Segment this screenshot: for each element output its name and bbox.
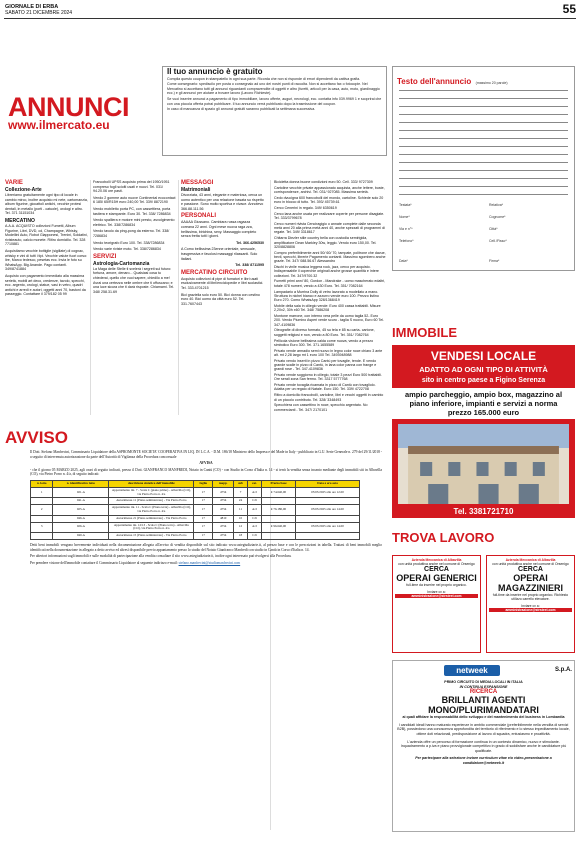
column-divider	[178, 180, 179, 415]
job-role: OPERAI MAGAZZINIERI	[498, 572, 563, 593]
ad-line: ai quali affidare la responsabilità dello sviluppo e del mantenimento del business in Lombardia	[402, 715, 565, 720]
section-heading: PERSONALI	[181, 213, 217, 220]
company-name: Azienda Meccanica di Albavilla	[411, 558, 462, 562]
table-cell	[262, 533, 296, 540]
notice-text: Compila questo coupon in stampatello in ogni sua parte. Ricorda che non si risponde di errori dipendenti da cattiva grafia.	[167, 76, 361, 81]
column-misc	[93, 180, 176, 296]
table-cell: 12	[234, 522, 248, 533]
table-row	[31, 505, 360, 516]
table-cell	[295, 533, 359, 540]
field-label: Cell./Fisso*	[489, 239, 507, 243]
table-cell: A/2	[247, 487, 261, 498]
column-varie	[5, 180, 88, 299]
table-cell: 4754	[213, 487, 234, 498]
section-heading: MESSAGGI	[181, 180, 214, 186]
immobile-title: IMMOBILE	[392, 325, 457, 340]
table-cell: 4754	[213, 505, 234, 516]
avviso-title: AVVISO	[5, 428, 68, 447]
table-header: sub	[234, 480, 248, 487]
table-cell: 17	[194, 515, 213, 522]
table-cell: Appartamento int. 11 - Scala C (Piano terra) - Albavilla (CO), via Pietro Porro n. 4/a	[109, 505, 194, 516]
avviso-word: AVVISA	[199, 461, 213, 466]
classified-ad: Cerco lana anche usata per realizzare coperte per persone disagiate. Tel. 333/3799678	[274, 211, 385, 221]
ad-line: L'azienda offre un percorso di formazione continua in un contesto dinamico, nuovo e stimolante. Inquadramento a p.iva e piano provvigionale competitivo in grado di soddisfare anche le candidature più qualificate.	[400, 739, 567, 753]
section-heading: MERCATINO CIRCUITO	[181, 269, 248, 276]
classified-ad: Vendo teorigrafo Euro 100. Tel. 338/7286834	[93, 240, 165, 245]
job-desc: con unità produttiva anche nel comune di Orsenigo	[492, 562, 569, 567]
job-cerca: CERCA	[424, 566, 449, 574]
ad-features: ampio parcheggio, ampio box, magazzino al piano inferiore, impianti e servizi a norma	[404, 390, 563, 408]
classified-ad: Mobile della sala in ciliegio vende: Euro 400 cassa trattabili. Misure 2,20x2, 30h x60 Tel. 348/ 7586208	[274, 303, 381, 313]
table-cell: 17	[194, 505, 213, 516]
ad-subheadline: ADATTO AD OGNI TIPO DI ATTIVITÀ	[419, 365, 548, 374]
page-number: 55	[562, 2, 576, 16]
form-hint: (massimo 20 parole)	[475, 81, 508, 85]
job-ad-magazzinieri	[486, 555, 575, 653]
section-heading: SERVIZI	[93, 253, 117, 260]
ad-line: PRIMO CIRCUITO DI MEDIA LOCALI IN ITALIA	[444, 680, 523, 684]
classified-ad: A.A.A. ACQUISTO collezioni Fumetti, Album Figurine, Libri, DVD, cd, Champagne, Whisky, Modellini Auto, Robot Giapponesi, Trenini, Soldatini, rivisteauto, calcio monete. Ritiro domicilio. Tel. 328 7710881	[5, 223, 88, 247]
ad-headline: BRILLANTI AGENTI MONO/PLURIMANDATARI	[428, 695, 539, 716]
table-cell: 046-A	[53, 515, 109, 522]
ad-headline: VENDESI LOCALE	[430, 349, 537, 363]
table-cell: 17	[194, 498, 213, 505]
form-title: Testo dell'annuncio	[397, 77, 472, 86]
issue-date: SABATO 21 DICEMBRE 2024	[5, 10, 73, 16]
table-row	[31, 487, 360, 498]
table-cell: 17	[194, 522, 213, 533]
table-cell: € 76.180,00	[262, 505, 296, 516]
table-cell	[295, 498, 359, 505]
table-cell: Autorimessa 15 (Piano seminterrato) - Via Pietro Porro	[109, 533, 194, 540]
table-cell	[295, 515, 359, 522]
table-row	[31, 522, 360, 533]
job-ad-operai-generici	[392, 555, 481, 653]
table-cell: 05/03/2025 alle ore 14.00	[295, 522, 359, 533]
job-email[interactable]: amministrazione@strsteel.com	[395, 594, 478, 598]
avviso-paragraph: Per prendere visione dell'immobile contattare il Commissario Liquidatore al seguente indirizzo e-mail:	[30, 560, 178, 565]
table-cell: C/6	[247, 533, 261, 540]
table-cell: Appartamento int. 7 - Scala C (piano primo) - Albavilla (CO), via Pietro Porro n. 4/a	[109, 487, 194, 498]
subheading: Collezione-Arte	[5, 187, 42, 193]
field-label: Firma*	[489, 259, 500, 263]
table-row	[31, 515, 360, 522]
header-rule	[4, 18, 576, 19]
table-cell: € 96.640,00	[262, 522, 296, 533]
table-cell: C/6	[247, 515, 261, 522]
table-header: foglio	[194, 480, 213, 487]
table-cell: 11	[234, 505, 248, 516]
classified-ad: Pellicola visione bellissima calda come nuova, vendo a prezzo simbolico Euro 300. Tel. 371.1655589	[274, 338, 374, 347]
job-apply: Inviare cv a:	[427, 589, 446, 594]
table-cell	[262, 515, 296, 522]
masthead	[5, 4, 72, 16]
table-cell: 2	[31, 505, 53, 516]
table-cell: 17	[194, 533, 213, 540]
field-label: Cognome*	[489, 215, 506, 219]
table-header: Prezzo base	[262, 480, 296, 487]
classified-ad: Vendo spalliera e motore mini presto, avvolgimento elettrico. Tel. 338/7286834	[93, 218, 175, 227]
property-ad	[392, 345, 575, 518]
classified-ad: Francobolli UPSS acquisto prima del 1950/1951 compreso fogli sciolti usati e nuovi. Tel. 031/ 94.20.06 ore pasti.	[93, 180, 170, 194]
classified-ad: Compro preferibilmente anni 50/ 60/ 70, tampate, politrone che davue, bevil, specchi, librerie Pagamento contanti. Massimo sgombero anche grazie. Tel. 347/ 088.56.67 Alessandro	[274, 250, 386, 264]
ad-phone: Tel. 366.4256530	[236, 240, 264, 245]
table-cell: Autorimessa 11 (Piano seminterrato) - Via Pietro Porro	[109, 498, 194, 505]
classified-ad: Cerco Cenerini in regalo. 349/ 6350619	[274, 205, 337, 210]
ad-line: RICERCA	[469, 689, 498, 696]
table-cell: 17	[194, 487, 213, 498]
free-ad-notice	[162, 66, 387, 156]
classified-ad: A Como bellissima 23enne orientale, sensuale, trasgressiva e favolosi massaggi rilassanti. Solo italiani.	[181, 247, 258, 261]
classified-ad: Acquisto collezioni di pipe di fumatori e libri usati esclusivamente di libri/enciclopedie e libri scolastici. Tel. 333.4701215	[181, 276, 264, 290]
classified-ad: Cerco numeri rivista Cenciragigio o annate complete dalle seconda metà anni 20 alla prima metà anni 40, anche spezzati di programmi di regate. Tel. 349/ 3318617	[274, 221, 385, 235]
table-cell: 3	[31, 522, 53, 533]
table-cell	[31, 515, 53, 522]
avviso-paragraph: Detti beni immobili vengono brevemente individuati nella documentazione allegata all'avviso di vendita disponibile sul sito indicato www.astegiudiziarie.it, al prezzo base e con le prescrizioni in tabella. Trattasi di beni immobili meglio identificati nella documentazione in allegato a detto avviso ed altresì disponibile previo appuntamento presso lo studio del Notaio Gianfranco Manfredi con studio in Cantù in Corso d'Italia n. 14.	[30, 542, 382, 552]
netweek-logo: netweek	[444, 665, 500, 676]
avviso-notice	[30, 450, 382, 830]
classified-ad: Acquisto con pagamento immediato alla massima serietà, mobili art deco, credenze, tavolo, specchi, ecc. argento, orologi, statue, vasi in vetro, quadri antichi e arredi e autori, oggetti anni 70, bastoni da passeggio. Contattare il 379/182 05 99	[5, 273, 86, 297]
classified-ad: Privato vende armadio semi nuovo in legno color noce chiaro 3 ante alt. mt 2,28 largo mt 1 euro 100 Tel. 3493948988	[274, 348, 383, 357]
table-cell: 18	[234, 533, 248, 540]
auction-table	[30, 480, 360, 540]
classified-ad: Privato vende tovaglia ricamata in pizzo di Cantù con tovagliolo. Adatta per un regalo di Natale. Euro 150. Tel. 339/ 4722708	[274, 383, 376, 392]
avviso-intro: Il Dott. Stefano Manfrecini, Commissario Liquidatore della ASPROMONTE SOCIETA' COOPERATIVA IN LIQ. IN L.C.A. - D.M. 186/18 Ministero dello Impresa e del Made in Italy - pubblicato in G.U. Serie Generale n. 279 del 29/11/2018 - a seguito di intervenuta autorizzazione da parte dell'Autorità di Vigilanza della Procedura concorsuale	[30, 450, 382, 459]
job-desc: full-time da inserire nel proprio organico. Richiesto utilizzo carrello elevatore.	[492, 592, 569, 601]
table-cell: 10	[234, 515, 248, 522]
classified-ad: Libreriamo gratuitamente ogni tipo di locale in cambio mirco, inoltre acquisto mi nete, cartomanzia, album figurine, giocattoli antichi, vecchie protesi dentali, in metallo (porti - catuole), orologi e altro. Tel. 371 31151034	[5, 193, 88, 216]
field-label: Via e n°*	[399, 227, 413, 231]
table-cell: A/2	[247, 522, 261, 533]
column-messaggi	[181, 180, 264, 308]
table-header: cat.	[247, 480, 261, 487]
contact-email[interactable]: stefano.manfrecini@studiomanfrecini.com	[178, 560, 241, 565]
section-title: ANNUNCI	[8, 92, 129, 122]
table-cell: A/2	[247, 505, 261, 516]
table-cell: 05/03/2025 alle ore 12.00	[295, 487, 359, 498]
job-desc: full-time da inserire nel proprio organico.	[406, 582, 467, 587]
table-header: n. identificativo lotto	[53, 480, 109, 487]
auction-rows	[31, 487, 360, 539]
company-name: Azienda Meccanica di Albavilla	[505, 558, 556, 562]
classified-ad: Specchiera con cassettino in noce, specchio argentato. No commercianti - Tel. 347/ 2170101	[274, 403, 368, 412]
classified-ad: Fumetti primi anni '80, Gordon - Mandrake - uomo mascherato edaltri, totale 478 numeri, vendo a 430 Euro. Tel. 351/ 7082164	[274, 279, 386, 288]
table-header: n. lotto	[31, 480, 53, 487]
job-desc: con unità produttiva anche nel comune di Orsenigo	[398, 562, 475, 567]
notice-text: Se vuoi inserire annunci a pagamento di tipo immobiliare, lavoro offerte, auguri, necrologi, ecc. contatta info 039.9969 1 e scoprirai che con una piccola offerta potrai pubblicare. Il tuo annuncio verrà pubblicato dopo la trasmissione del coupon.	[167, 96, 382, 106]
table-cell: 4810	[213, 515, 234, 522]
paper-title: GIORNALE DI ERBA	[5, 4, 59, 10]
classified-ad: Vendo mobiletto porta PC, con cassettiera, porta tastiera e stampante. Euro 30. Tel. 338/ 7286834	[93, 206, 171, 216]
table-header: Data e ora asta	[295, 480, 359, 487]
table-cell: 05/03/2025 alle ore 14.00	[295, 505, 359, 516]
subheading: MERCATINO	[5, 217, 35, 224]
table-cell: 021-A	[53, 487, 109, 498]
ad-cta: Per partecipare alla selezione inviare curriculum vitae e/o video-presentazione a candidature@netweek.it	[415, 756, 552, 765]
table-row	[31, 533, 360, 540]
subheading: Matrimoniali	[181, 187, 211, 193]
section-heading: VARIE	[5, 180, 23, 186]
field-label: Telefono*	[399, 239, 414, 243]
classified-ad: Vendo varie riviste moto. Tel. 338/7286834	[93, 247, 161, 252]
classified-ad: La Maga delle Stelle ti svelerà i segreti sul futuro: fortuna, amore, denaro... Qualsiasi cosa tu chiederai, quello che vuoi sapere, chiedilo a me! Avrai una certezza nelle ombre che ti offuscano; e una luce sicura che ti darà risposte. Chiamami. Tel. 348/ 258.31.69	[93, 266, 175, 294]
avviso-paragraph: - che il giorno 05 MARZO 2025, agli orari di seguito indicati, presso il Dott. GIANFRANCO MANFREDI, Notaio in Cantù (CO) - con Studio in Corso d'Italia n. 14 - si terrà la vendita senza incanto mediante degli immobili siti in Albavilla (CO), via Pietro Porro n. 4/a, di seguito indicati:	[30, 467, 382, 477]
classified-ad: Cartoline vecchie private appassionato acquista, anche lettere, buste, corrispondenze, archivi. Tel. 031/ 927085. Massima serietà.	[274, 185, 385, 195]
table-cell: 4754	[213, 498, 234, 505]
classified-ad: Privato vendo inserti in pizzo Cantù per tovaglie, tende. E vendo grande scalle in pizzo di Cantù, in lana color panna con frange e grandi rose - Tel. 347-4109836	[274, 358, 377, 372]
building-photo	[398, 424, 569, 504]
classified-ad: Privato vende soggiorno in ciliegio, totale 3 pezzi Euro 500 trattabili. Ore serali zona San fermo. Tel. 3317 5777768	[274, 373, 382, 382]
field-label: Nome*	[399, 215, 410, 219]
field-label: Relativa*	[489, 203, 504, 207]
table-cell: 041-A	[53, 498, 109, 505]
notice-title: Il tuo annuncio è gratuito	[167, 67, 263, 76]
notice-text: Come consegnarlo: spediscilo per posta o consegnalo ad uno dei nostri punti di raccolta. Non si accettano fax o fotocopie. Nel Mercatino si accettano tutti gli annunci riguardanti compravendite di oggetti e altro (furetti, articoli per la casa, auto, moto, giardinaggio ecc.) e gli annunci per aiutare a trovare lavoro (Lavoro Richieste).	[167, 82, 380, 96]
classified-ad: Montone marrone, con interno vera pelle da uomo taglia 52- Euro 200. Vendo Piumino Asperi verde scuro - taglia S nuovo, Euro 60 Tel. 347-4109836	[274, 314, 385, 327]
job-apply: Inviare cv a:	[521, 604, 540, 609]
ad-location: sito in centro paese a Figino Serenza	[421, 377, 546, 384]
ad-price: prezzo 165.000 euro	[447, 408, 520, 417]
classified-ad: Divorziata, 43 anni, elegante e materiosa, cerca un uomo autentico per una relazione basata su rispetto e passione. Sono molto sportiva e vivace. Annotevo 366.88.111.56	[181, 193, 264, 211]
classified-ad: Acquistiamo vecchie bottiglie (sigillate) di cognac, whisky e vini di tutti i tipi. Vecchie valute fuori corso: lire, Marco tedesco, pesetas ecc. Invia le foto su WhatsApp. Big Anande. Pago contanti. 349/8741884	[5, 248, 88, 272]
job-role: OPERAI GENERICI	[396, 572, 477, 583]
table-cell: Autorimessa 21 (Piano seminterrato) - Via Pietro Porro	[109, 515, 194, 522]
classified-ad: Chitarra Diezler stile country bella con custodia semirigida, amplificatore Dean Markley 30w, leggio. Vendo euro 150,00. Tel. 320/8828806	[274, 236, 377, 249]
table-cell: Appartamento int. 12/13 - Scala C (Piano terra) - Albavilla (CO), via Pietro Porro n. 4/a	[109, 522, 194, 533]
table-cell: 1	[31, 487, 53, 498]
subheading: Astrologia-Cartomanzia	[93, 260, 150, 267]
field-label: Data*	[399, 259, 408, 263]
classified-ad: Dischi in vinile musica leggera rock, jazz, cerco per acquisto. Indispensabile il coperchie originali anche grosse quantità e intere collezioni. Tel. 347/9700.32	[274, 265, 379, 278]
column-divider	[90, 180, 91, 415]
table-cell: 24	[234, 498, 248, 505]
field-label: Testata*	[399, 203, 412, 207]
table-header: descrizione sintetica dell'immobile	[109, 480, 194, 487]
table-cell	[262, 498, 296, 505]
ad-phone: Tel. 3381721710	[453, 507, 514, 516]
text-lines[interactable]	[399, 83, 568, 195]
avviso-paragraph: Per ulteriori informazioni sugli immobili e sulle modalità di partecipazione alla vendita consultare il sito www.astegiudiziarie.it, inoltre ogni interessato può rivolgersi alla Procedura.	[30, 554, 292, 559]
classified-ad: Bicicletta donna buone condizioni euro 50. Cell. 333/ 9727309	[274, 180, 373, 184]
classified-ad: Bici graziella solo euro 50. Bici donna con cestino euro 40. Bici uomo da città euro 52. Tel. 331.7607443	[181, 292, 260, 306]
lavoro-title: TROVA LAVORO	[392, 530, 495, 545]
ad-details	[392, 388, 575, 419]
field-label: Città*	[489, 227, 498, 231]
classified-ad: Ritiro a domicilio francobolli, cartoline, libri e vecchi oggetti in cambio di un piccolo contributo. Tel. 328/ 3348493	[274, 393, 384, 402]
notice-text: In caso di mancanza di spazio gli annunci gratuiti saranno pubblicati la settimana successiva.	[167, 107, 316, 112]
table-cell: C/6	[247, 498, 261, 505]
ad-coupon-form[interactable]	[392, 66, 575, 271]
table-cell: 4754	[213, 522, 234, 533]
table-cell: 7	[234, 487, 248, 498]
ad-line: I candidati ideali hanno maturato esperienze in ambito commerciale (preferibilmente nella vendita di servizi B2B), possiedono una conoscenza approfondita del territorio di riferimento e lo stesso impeditamento locale, ottime doti relazionali, predisposizione al lavoro di squadra, entusiasmo e proattività.	[397, 722, 570, 736]
company-suffix: S.p.A.	[554, 666, 572, 673]
site-link[interactable]: www.ilmercato.eu	[8, 118, 110, 132]
classified-ad: Cedo dvucigna 600 francobolli del mondo, cartoline. Schiede solo 20 euro in blocco di tutto. Tel. 393/ 45739.61	[274, 195, 384, 205]
classified-ad: Lampadario a Murrina Dolly di vetro lavorato a modellato a mano. Struttura in nichel bianco e azzurro vende euro 100. Prezzo listino Euro 270. Como WhatsApp 328/1368419	[274, 289, 379, 303]
netweek-ad	[392, 660, 575, 832]
classified-ad: Vendo tavolo da ping-pong da esterno. Tel. 338/ 7286834	[93, 229, 170, 238]
table-cell	[31, 498, 53, 505]
classified-ad: Vendo 2 gomme auto nuove Continental ecocontact 6 185/ 65/R15H euro 240,00 Tel. 339/ 8872190	[93, 195, 176, 205]
table-cell	[31, 533, 53, 540]
ad-line: IN CONTINUA ESPANSIONE	[459, 684, 508, 689]
table-cell: € 74.640,00	[262, 487, 296, 498]
table-cell: 025-A	[53, 505, 109, 516]
table-cell: 4754	[213, 533, 234, 540]
table-cell: 040-A	[53, 533, 109, 540]
job-cerca: CERCA	[518, 566, 543, 574]
job-email[interactable]: amministrazione@strsteel.com	[489, 608, 572, 612]
classified-ad: AAAAA Giussano. Cambiara russa ragazza coreana 22 anni. Ogni mese nuova raga zza, bellissima, birichina, sexy. Massaggio completo senza fretta tutti i giorni.	[181, 220, 257, 239]
table-cell: 026-A	[53, 522, 109, 533]
table-header: mapp.	[213, 480, 234, 487]
classified-ad: Oleografie di diverso formato, 45 su tela e 85 su carta- cartone, soggetti religiosi e non, vendo a 80 Euro. Tel. 351/ 7082764	[274, 328, 375, 337]
table-row	[31, 498, 360, 505]
ad-phone: Tel. 338/ 8711595	[235, 263, 264, 268]
